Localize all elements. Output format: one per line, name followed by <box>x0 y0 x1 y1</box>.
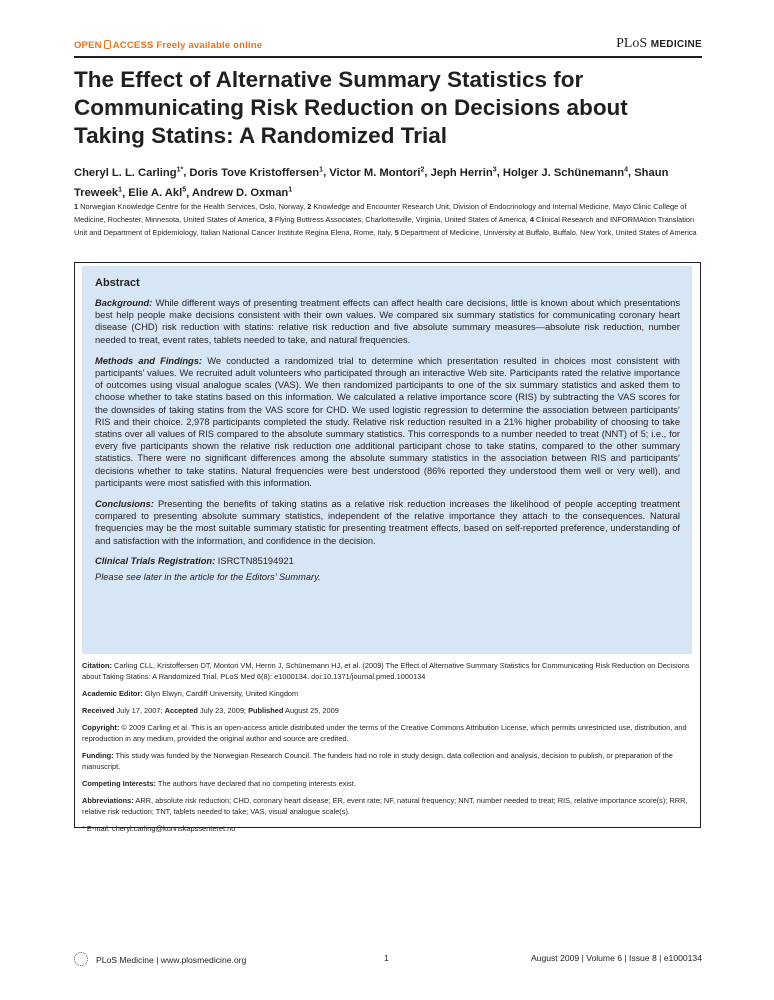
page-footer <box>74 948 702 968</box>
citation: Citation: Carling CLL, Kristoffersen DT, Montori VM, Herrin J, Schünemann HJ, et al. (2009) The Effect of Alternative Summary Statistics for Communicating Risk Reduction on Decisions about Taking Statins: A Randomized Trial. PLoS Med 6(8): e1000134. doi:10.1371/journal.pmed.1000134 <box>82 661 690 681</box>
lock-icon <box>104 40 111 49</box>
author-affiliation-mark: 1 <box>288 186 293 194</box>
abstract-methods: Methods and Findings: We conducted a randomized trial to determine which presentation resulted in choices most consistent with participants’ values. We recruited adult volunteers who participated through an interactive Web site. Participants rated the relative importance of outcomes using visual analogue scales (VAS). We then randomized participants to one of the six summary statistics and asked them to choose whether to take statins based on this information. We calculated a relative importance score (RIS) by subtracting the VAS scores for the downsides of taking statins from the VAS score for CHD. We used logistic regression to determine the association between participants’ RIS and their choice. 2,978 participants completed the study. Relative risk reduction resulted in a 21% higher probability of choosing to take statins over all values of RIS compared to the absolute summary statistics. This corresponds to a number needed to treat (NNT) of 5; i.e., for every five participants shown the relative risk reduction one additional participant chose to take statins, compared to the other summary statistics. There were no significant differences among the absolute summary statistics in the association between RIS and participants’ decisions whether to take statins. Natural frequencies were best understood (86% reported they understood them well or very well), and participants were most satisfied with this information. <box>95 355 680 488</box>
author-name: Doris Tove Kristoffersen$^1$ <box>189 166 324 179</box>
running-header <box>74 38 702 58</box>
author-affiliation-mark: 1 <box>319 166 324 173</box>
author-name: Holger J. Schünemann$^4$ <box>502 166 628 179</box>
affiliation-text: Knowledge and Encounter Research Unit, Division of Endocrinology and Internal Medicine, Mayo Clinic College of Medicine, Rochester, Minnesota, United States of America, <box>74 202 687 224</box>
abbreviations: Abbreviations: ARR, absolute risk reduction; CHD, coronary heart disease; ER, event rate; NF, natural frequency; NNT, number needed to treat; RIS, relative importance score(s); RRR, relative risk reduction; TNT, tablets needed to take; VAS, visual analogue scale(s). <box>82 796 688 816</box>
affiliations <box>74 200 702 239</box>
author-name: Andrew D. Oxman$^1$ <box>191 186 293 200</box>
affiliation-number: 2 <box>307 202 314 211</box>
affiliation-text: Flying Buttress Associates, Charlottesville, Virginia, United States of America, <box>274 215 530 224</box>
author-name: Victor M. Montori$^2$ <box>329 166 425 179</box>
author-name: Jeph Herrin$^3$ <box>430 166 497 179</box>
footer-journal: PLoS Medicine | www.plosmedicine.org <box>74 952 246 966</box>
author-affiliation-mark: 1 <box>118 186 123 194</box>
dates: Received July 17, 2007; Accepted July 23, 2009; Published August 25, 2009 <box>82 706 339 715</box>
author-affiliation-mark: 3 <box>492 166 497 173</box>
affiliation-text: Clinical Research and INFORMAtion Translation Unit and Department of Epidemiology, Italian National Cancer Institute Regina Elena, Rome, Italy, <box>74 215 695 237</box>
abstract-conclusions: Conclusions: Presenting the benefits of taking statins as a relative risk reduction increases the likelihood of people accepting treatment compared to presenting absolute summary statistics, independent of the relative importance they attach to the consequences. Natural frequencies may be the most suitable summary statistic for presenting treatment effects, based on self-reported preference, understanding of and satisfaction with the information, and confidence in the decision. <box>95 499 681 546</box>
email: * E-mail: cheryl.carling@kunnskapssenteret.no <box>82 824 236 833</box>
abstract-heading: Abstract <box>95 277 140 289</box>
author-affiliation-mark: 1* <box>176 166 184 173</box>
funding: Funding: This study was funded by the Norwegian Research Council. The funders had no role in study design, data collection and analysis, decision to publish, or preparation of the manuscript. <box>82 751 673 771</box>
frame-right <box>700 262 701 828</box>
author-name: Shaun Treweek$^1$ <box>74 166 669 200</box>
frame-top <box>74 262 701 263</box>
article-title: The Effect of Alternative Summary Statistics for Communicating Risk Reduction on Decisions about Taking Statins: A Randomized Trial <box>74 67 628 148</box>
plos-logo-icon <box>74 952 88 966</box>
author-affiliation-mark: 4 <box>624 166 628 173</box>
affiliation-number: 5 <box>394 228 401 237</box>
open-access-banner <box>74 40 262 51</box>
open-label: OPEN <box>74 40 102 51</box>
abstract-background: Background: While different ways of presenting treatment effects can affect health care decisions, little is known about which presentations best help people make decisions consistent with their own values. We compared six summary statistics for communicating coronary heart disease (CHD) risk reduction with statins: relative risk reduction and five absolute summary measures—absolute risk reduction, number needed to treat, event rates, tablets needed to take, and natural frequencies. <box>95 298 680 345</box>
article-metadata <box>82 660 692 840</box>
journal-plos: PLoS <box>616 36 648 51</box>
affiliation-number: 4 <box>529 215 537 224</box>
affiliation-text: Department of Medicine, University at Buffalo, Buffalo, New York, United States of America <box>400 228 697 237</box>
affiliation-number: 1 <box>74 202 81 211</box>
author-name: Cheryl L. L. Carling$^{1*}$ <box>74 166 184 179</box>
header-rule <box>74 56 702 58</box>
author-affiliation-mark: 2 <box>420 166 425 173</box>
journal-medicine: MEDICINE <box>650 39 702 50</box>
journal-logo <box>616 36 702 52</box>
frame-left <box>74 262 75 828</box>
footer-issue: August 2009 | Volume 6 | Issue 8 | e1000134 <box>530 953 702 963</box>
author-list: Cheryl L. L. Carling$^{1*}$, Doris Tove Kristoffersen$^1$, Victor M. Montori$^2$, Jeph Herrin$^3$, Holger J. Schünemann$^4$, Shaun Treweek$^1$, Elie A. Akl$^5$, Andrew D. Oxman$^1$ <box>74 166 669 200</box>
abstract-box <box>82 266 692 654</box>
access-label: ACCESS Freely available online <box>112 40 263 51</box>
trial-registration: Clinical Trials Registration: ISRCTN85194921 <box>95 555 294 566</box>
affiliation-text: Norwegian Knowledge Centre for the Health Services, Oslo, Norway, <box>80 202 308 211</box>
page-number: 1 <box>384 953 389 963</box>
academic-editor: Academic Editor: Glyn Elwyn, Cardiff University, United Kingdom <box>82 689 299 698</box>
copyright: Copyright: © 2009 Carling et al. This is an open-access article distributed under the terms of the Creative Commons Attribution License, which permits unrestricted use, distribution, and reproduction in any medium, provided the original author and source are credited. <box>82 723 687 743</box>
competing-interests: Competing Interests: The authors have declared that no competing interests exist. <box>82 779 356 788</box>
author-affiliation-mark: 5 <box>182 186 187 194</box>
affiliation-number: 3 <box>268 215 275 224</box>
editors-summary-note: Please see later in the article for the Editors’ Summary. <box>95 571 321 582</box>
author-name: Elie A. Akl$^5$ <box>128 186 187 200</box>
